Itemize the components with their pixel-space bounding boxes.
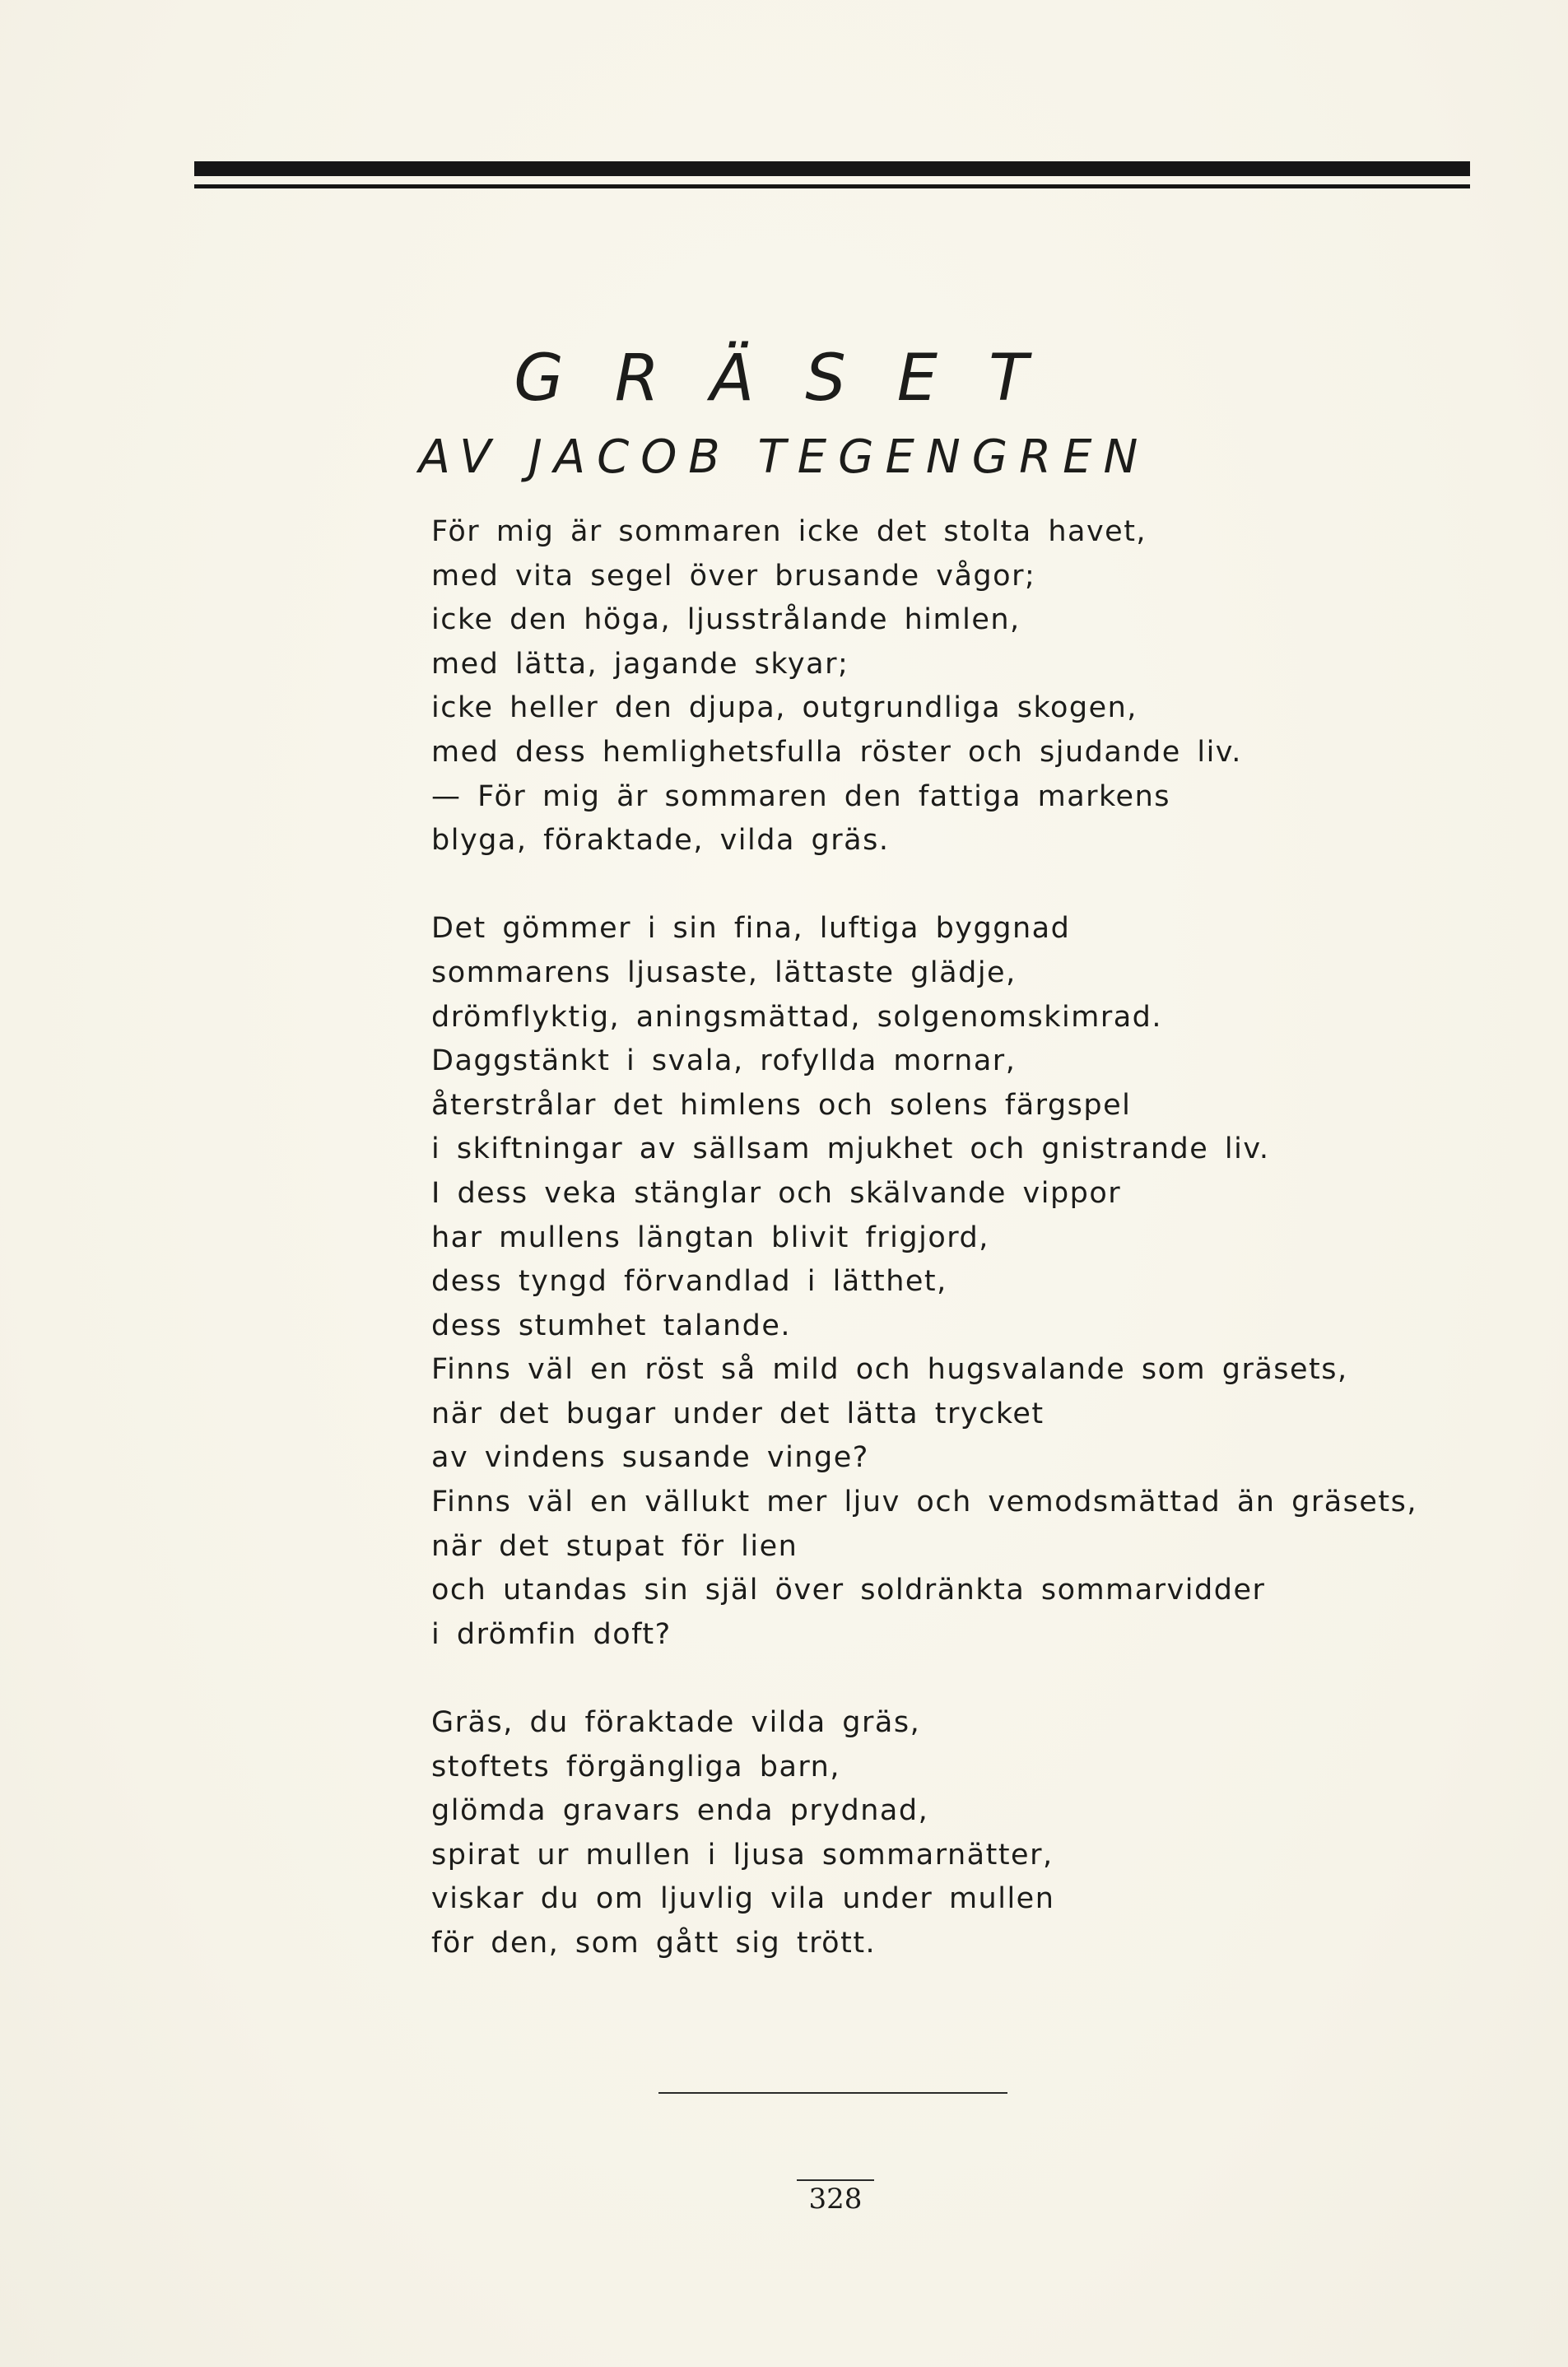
poem-line: För mig är sommaren icke det stolta havet, xyxy=(431,515,1147,548)
poem-line: av vindens susande vinge? xyxy=(431,1441,869,1475)
stanza-2 xyxy=(431,907,1418,1657)
poem-line: när det stupat för lien xyxy=(431,1529,798,1563)
poem-line: blyga, föraktade, vilda gräs. xyxy=(431,824,890,858)
poem-line: och utandas sin själ över soldränkta sommarvidder xyxy=(431,1574,1266,1607)
poem-line: dess stumhet talande. xyxy=(431,1309,792,1342)
poem-line: Finns väl en röst så mild och hugsvalande som gräsets, xyxy=(431,1353,1348,1387)
poem-line: med vita segel över brusande vågor; xyxy=(431,559,1036,593)
poem-line: när det bugar under det lätta trycket xyxy=(431,1397,1045,1430)
poem-line: icke heller den djupa, outgrundliga skogen, xyxy=(431,691,1138,725)
poem-line: I dess veka stänglar och skälvande vippor xyxy=(431,1176,1122,1210)
poem-line: återstrålar det himlens och solens färgspel xyxy=(431,1088,1132,1122)
page-number: 328 xyxy=(797,2179,874,2217)
poem-title: GRÄSET xyxy=(514,342,1079,416)
poem-line: med lätta, jagande skyar; xyxy=(431,647,849,681)
poem-line: spirat ur mullen i ljusa sommarnätter, xyxy=(431,1838,1054,1872)
poem-line: för den, som gått sig trött. xyxy=(431,1927,877,1960)
poem-line: har mullens längtan blivit frigjord, xyxy=(431,1221,989,1254)
poem-line: Det gömmer i sin fina, luftiga byggnad xyxy=(431,912,1071,946)
poem-line: med dess hemlighetsfulla röster och sjudande liv. xyxy=(431,735,1242,769)
poem-line: Finns väl en vällukt mer ljuv och vemodsmättad än gräsets, xyxy=(431,1486,1418,1519)
poem-line: drömflyktig, aningsmättad, solgenomskimrad. xyxy=(431,1000,1162,1034)
closing-rule xyxy=(658,2092,1007,2094)
poem-line: i skiftningar av sällsam mjukhet och gnistrande liv. xyxy=(431,1132,1270,1166)
poem-line: — För mig är sommaren den fattiga markens xyxy=(431,779,1170,813)
header-rule-thin xyxy=(194,184,1470,188)
poem-line: icke den höga, ljusstrålande himlen, xyxy=(431,603,1021,637)
poem-line: Gräs, du föraktade vilda gräs, xyxy=(431,1706,921,1740)
poem-line: sommarens ljusaste, lättaste glädje, xyxy=(431,956,1017,989)
poem-body xyxy=(431,510,1418,1966)
header-rule-thick xyxy=(194,161,1470,176)
poem-line: glömda gravars enda prydnad, xyxy=(431,1794,929,1828)
poem-line: dess tyngd förvandlad i lätthet, xyxy=(431,1265,947,1299)
poem-line: viskar du om ljuvlig vila under mullen xyxy=(431,1882,1055,1916)
stanza-3 xyxy=(431,1701,1337,1966)
poem-line: i drömfin doft? xyxy=(431,1617,672,1651)
stanza-1 xyxy=(431,510,1337,863)
poem-line: Daggstänkt i svala, rofyllda mornar, xyxy=(431,1044,1017,1078)
poem-line: stoftets förgängliga barn, xyxy=(431,1750,840,1783)
poem-author: AV JACOB TEGENGREN xyxy=(418,430,1150,484)
